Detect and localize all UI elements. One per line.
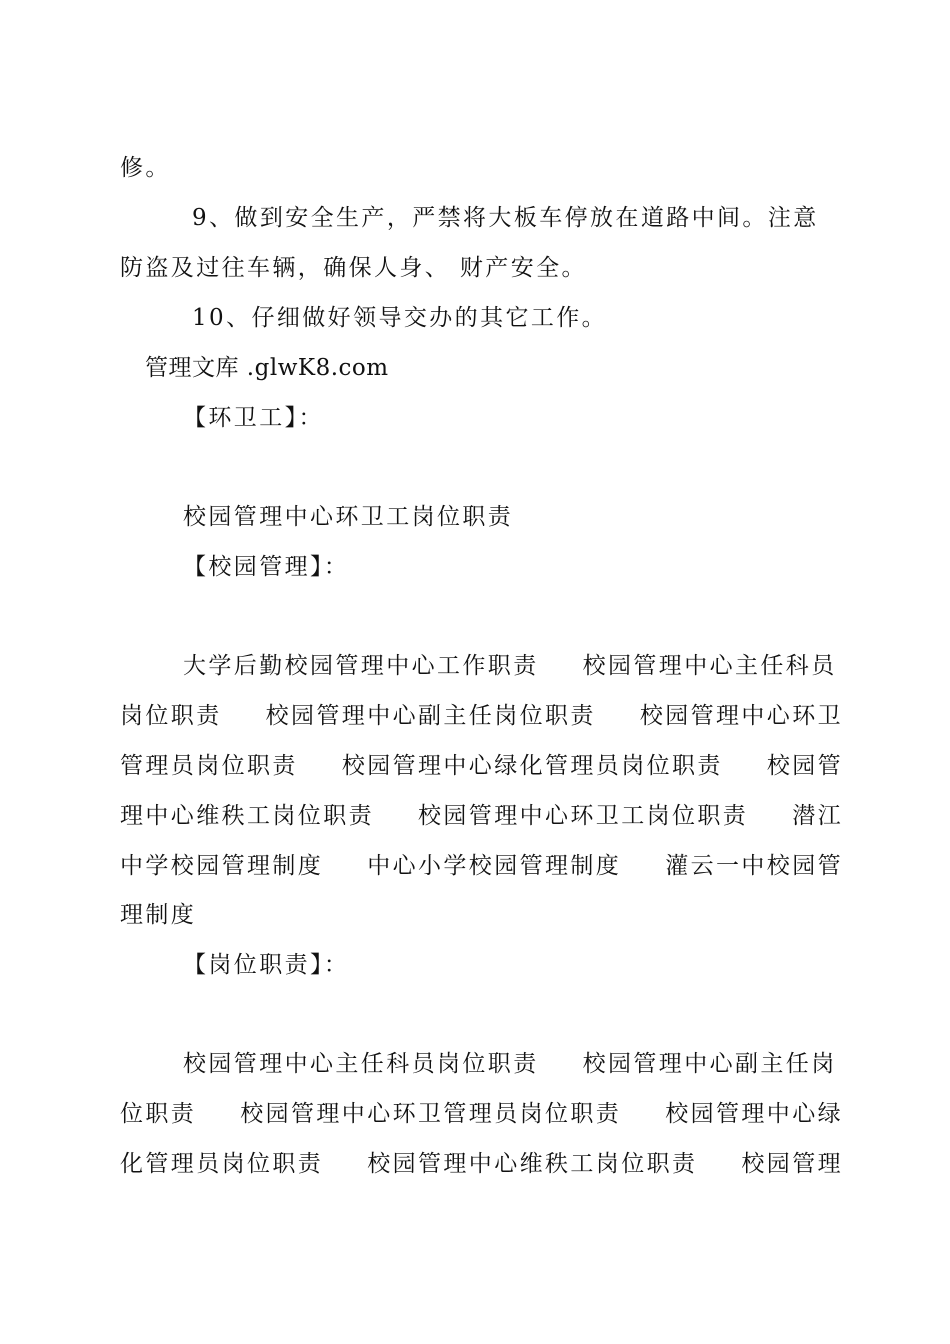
link-item[interactable]: 校园管理中心副主任岗位职责 (265, 703, 596, 729)
watermark-text: 管理文库 .glwK8.com (145, 355, 389, 381)
link-item[interactable]: 理制度 (120, 902, 197, 928)
paragraph-tail: 修。 (120, 155, 171, 181)
link-item[interactable]: 中心小学校园管理制度 (367, 853, 622, 879)
duties-links-line-3 (120, 1149, 843, 1179)
link-item[interactable]: 校园管理中心主任科员 (582, 653, 837, 679)
heading-sanitation: 【环卫工】： (183, 405, 324, 431)
link-item[interactable]: 灌云一中校园管 (665, 853, 844, 879)
item-10: 10、仔细做好领导交办的其它工作。 (192, 305, 608, 331)
duties-links-line-1 (183, 1049, 837, 1079)
link-item[interactable]: 校园管理中心副主任岗 (582, 1051, 837, 1077)
duties-links-line-2 (120, 1099, 843, 1129)
link-item[interactable]: 大学后勤校园管理中心工作职责 (183, 653, 539, 679)
campus-links-line-3 (120, 751, 843, 781)
link-item[interactable]: 校园管理中心主任科员岗位职责 (183, 1051, 539, 1077)
link-item[interactable]: 中学校园管理制度 (120, 853, 324, 879)
link-item[interactable]: 位职责 (120, 1101, 197, 1127)
link-item[interactable]: 校园管理中心绿化管理员岗位职责 (341, 753, 723, 779)
link-item[interactable]: 化管理员岗位职责 (120, 1151, 324, 1177)
link-item[interactable]: 校园管理中心环卫工岗位职责 (418, 803, 749, 829)
campus-links-line-1 (183, 651, 837, 681)
campus-links-line-2 (120, 701, 843, 731)
link-item[interactable]: 管理员岗位职责 (120, 753, 298, 779)
link-item[interactable]: 校园管理中心绿 (665, 1101, 844, 1127)
campus-links-line-5 (120, 851, 843, 881)
link-item[interactable]: 理中心维秩工岗位职责 (120, 803, 374, 829)
link-item[interactable]: 校园管理中心维秩工岗位职责 (367, 1151, 698, 1177)
link-item[interactable]: 校园管理 (741, 1151, 844, 1177)
heading-job-duties: 【岗位职责】： (183, 952, 350, 978)
item-9-line-1: 9、做到安全生产，严禁将大板车停放在道路中间。注意 (192, 205, 819, 231)
item-9-line-2: 防盗及过往车辆，确保人身、 财产安全。 (120, 255, 587, 281)
link-item[interactable]: 校园管 (766, 753, 844, 779)
link-item[interactable]: 校园管理中心环卫 (639, 703, 844, 729)
link-sanitation-duties[interactable]: 校园管理中心环卫工岗位职责 (183, 504, 514, 530)
link-item[interactable]: 校园管理中心环卫管理员岗位职责 (240, 1101, 622, 1127)
heading-campus-management: 【校园管理】： (183, 554, 350, 580)
link-item[interactable]: 潜江 (792, 803, 844, 829)
campus-links-line-6 (120, 900, 196, 930)
campus-links-line-4 (120, 801, 843, 831)
link-item[interactable]: 岗位职责 (120, 703, 222, 729)
